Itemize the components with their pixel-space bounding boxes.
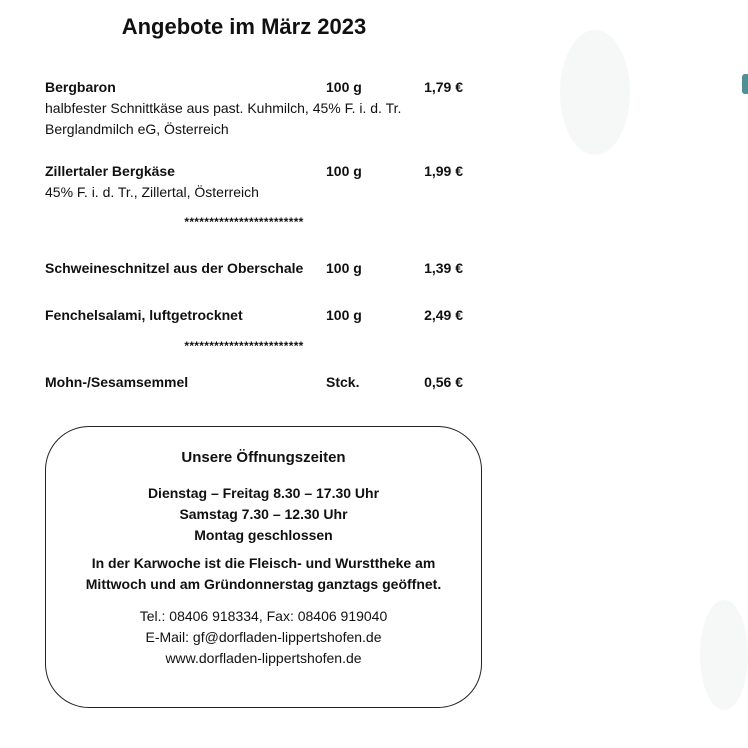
offer-price: 1,79 € (424, 79, 463, 95)
notice-line: Mittwoch und am Gründonnerstag ganztags geöffnet. (85, 576, 442, 592)
offer-name: Schweineschnitzel aus der Oberschale (45, 260, 304, 276)
asterisk-separator: ************************ (184, 339, 304, 353)
offer-unit: 100 g (326, 260, 362, 276)
offer-item-fenchelsalami (45, 305, 485, 326)
offer-price: 1,99 € (424, 163, 463, 179)
faded-background-decoration (560, 30, 630, 155)
opening-hours-title: Unsere Öffnungszeiten (181, 449, 346, 466)
offer-price: 0,56 € (424, 374, 463, 390)
opening-hours-line: Samstag 7.30 – 12.30 Uhr (179, 506, 348, 522)
offer-unit: 100 g (326, 79, 362, 95)
offer-name: Bergbaron (45, 79, 116, 95)
faded-background-decoration (700, 600, 748, 710)
offer-name: Zillertaler Bergkäse (45, 163, 175, 179)
easter-week-notice (46, 553, 481, 595)
offer-item-schweineschnitzel (45, 258, 485, 279)
offer-unit: 100 g (326, 163, 362, 179)
offer-price: 2,49 € (424, 307, 463, 323)
opening-hours-list (46, 483, 481, 546)
phone-fax-line: Tel.: 08406 918334, Fax: 08406 919040 (139, 608, 388, 624)
offer-name: Fenchelsalami, luftgetrocknet (45, 307, 243, 323)
offer-item-bergbaron (45, 77, 485, 140)
asterisk-separator: ************************ (184, 215, 304, 229)
offer-price: 1,39 € (424, 260, 463, 276)
notice-line: In der Karwoche ist die Fleisch- und Wursttheke am (91, 555, 436, 571)
opening-hours-line: Dienstag – Freitag 8.30 – 17.30 Uhr (147, 485, 380, 501)
offer-name: Mohn-/Sesamsemmel (45, 374, 189, 390)
offer-unit: Stck. (326, 374, 360, 390)
offer-description-line: halbfester Schnittkäse aus past. Kuhmilch, 45% F. i. d. Tr. (45, 100, 402, 116)
opening-hours-line: Montag geschlossen (194, 527, 333, 543)
offer-description-line: Berglandmilch eG, Österreich (45, 121, 229, 137)
offer-item-mohn-sesamsemmel (45, 372, 485, 393)
page-title: Angebote im März 2023 (121, 14, 367, 39)
contact-info (46, 606, 481, 669)
website-line: www.dorfladen-lippertshofen.de (165, 650, 362, 666)
edge-decoration-mark (742, 74, 748, 94)
email-line: E-Mail: gf@dorfladen-lippertshofen.de (145, 629, 382, 645)
opening-hours-box (45, 426, 482, 708)
offer-item-zillertaler-bergkaese (45, 161, 485, 203)
offer-unit: 100 g (326, 307, 362, 323)
offer-description-line: 45% F. i. d. Tr., Zillertal, Österreich (45, 184, 259, 200)
